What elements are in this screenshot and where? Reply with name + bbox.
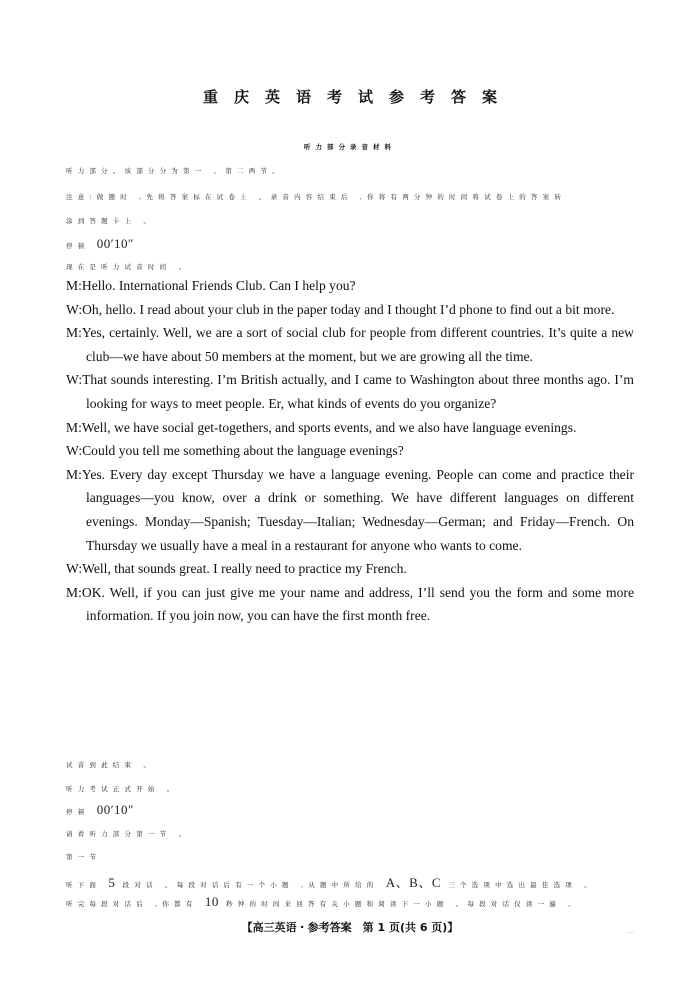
dialogue-turn: W:Oh, hello. I read about your club in the paper today and I thought I’d phone to find out a bit more. [66, 301, 615, 317]
pause-line-1 [66, 236, 134, 252]
dialogue [66, 274, 634, 628]
options-abc: A、B、C [385, 875, 441, 890]
section-subtitle: 听力部分录音材料 [304, 143, 396, 151]
seconds-count: 10 [204, 894, 219, 909]
note-line-1: 注意:做题时 ,先将答案标在试卷上 。录音内容结束后 ,你将有两分钟的时间将试卷上的答案转 [66, 193, 567, 201]
instruction-text: 三个选项中选出最佳选项 。 [448, 881, 596, 889]
pause-line-2 [66, 802, 134, 818]
utterance: Yes. Every day except Thursday we have a language evening. People can come and practice their languages—you know, over a drink or something. We have different languages on different evenings. Monday—Spanish; Tuesday—Italian; Wednesday—German; and Friday—French. On Thursday we usually have a meal in a restaurant for anyone who wants to come. [81, 466, 634, 553]
instruction-line-a [66, 872, 596, 891]
utterance: Hello. International Friends Club. Can I help you? [81, 278, 356, 293]
speaker: M [66, 278, 79, 293]
section-one-label: 第一节 [66, 853, 102, 861]
dialogue-turn: W:Could you tell me something about the language evenings? [66, 443, 404, 459]
utterance: Well, that sounds great. I really need to practice my French. [82, 561, 407, 577]
utterance: Yes, certainly. Well, we are a sort of social club for people from different countries. It’s quite a new club—we have about 50 members at the moment, but we are growing all the time. [81, 325, 634, 364]
pause-time: 00′10″ [96, 802, 134, 817]
note-line-2: 涂到答题卡上 。 [66, 217, 156, 225]
dialogue-turn: M:Yes. Every day except Thursday we have a language evening. People can come and practice their languages—you know, over a drink or something. We have different languages on different evenings. Monday—Spanish; Tuesday—Italian; Wednesday—German; and Friday—French. On Thursday we usually have a meal in a restaurant for anyone who wants to come. [66, 466, 634, 553]
speaker: W [66, 301, 79, 317]
page-footer: 【高三英语・参考答案 第 1 页(共 6 页)】 [241, 921, 459, 934]
speaker: W [66, 372, 79, 388]
instruction-text: 听完每段对话后 ,你都有 [66, 900, 198, 908]
utterance: Could you tell me something about the language evenings? [82, 443, 404, 459]
test-end-line: 试音到此结束 。 [66, 761, 156, 769]
utterance: Oh, hello. I read about your club in the paper today and I thought I’d phone to find out a bit more. [82, 301, 615, 317]
pause-time: 00′10″ [96, 236, 134, 251]
part-one-line: 请看听力部分第一节 。 [66, 830, 191, 838]
dialogue-turn: W:That sounds interesting. I’m British actually, and I came to Washington about three months ago. I’m looking for ways to meet people. Er, what kinds of events do you organize? [66, 372, 634, 411]
dialogue-turn: M:Well, we have social get-togethers, and sports events, and we also have language evenings. [66, 419, 577, 435]
instruction-text: 听下面 [66, 881, 102, 889]
corner-mark: ... [628, 928, 634, 935]
listening-intro: 听力部分。该部分分为第一 、第二两节。 [66, 167, 284, 175]
instruction-text: 段对话 。每段对话后有一个小题 ,从题中所给的 [122, 881, 379, 889]
instruction-line-b [66, 894, 580, 910]
dialogue-turn: M:Hello. International Friends Club. Can I help you? [66, 278, 356, 293]
instruction-text: 秒钟的时间来回答有关小题和阅读下一小题 。每段对话仅读一遍 。 [226, 900, 580, 908]
utterance: That sounds interesting. I’m British actually, and I came to Washington about three months ago. I’m looking for ways to meet people. Er, what kinds of events do you organize? [82, 372, 634, 411]
test-start-line: 现在是听力试音时间 。 [66, 263, 191, 271]
speaker: M [66, 584, 79, 600]
dialogue-turn: M:OK. Well, if you can just give me your name and address, I’ll send you the form and some more information. If you join now, you can have the first month free. [66, 584, 634, 624]
speaker: M [66, 325, 79, 341]
speaker: W [66, 561, 79, 577]
speaker: M [66, 466, 79, 482]
formal-start-line: 听力考试正式开始 。 [66, 785, 179, 793]
speaker: W [66, 443, 79, 459]
dialogue-turn: W:Well, that sounds great. I really need to practice my French. [66, 561, 407, 577]
utterance: OK. Well, if you can just give me your name and address, I’ll send you the form and some more information. If you join now, you can have the first month free. [81, 584, 634, 624]
utterance: Well, we have social get-togethers, and sports events, and we also have language evenings. [81, 419, 577, 435]
page-title: 重庆英语考试参考答案 [202, 88, 513, 106]
pause-label: 停顿 [66, 808, 90, 816]
pause-label: 停顿 [66, 242, 90, 250]
dialogue-count: 5 [108, 875, 116, 890]
dialogue-turn: M:Yes, certainly. Well, we are a sort of social club for people from different countries. It’s quite a new club—we have about 50 members at the moment, but we are growing all the time. [66, 325, 634, 364]
speaker: M [66, 419, 79, 435]
